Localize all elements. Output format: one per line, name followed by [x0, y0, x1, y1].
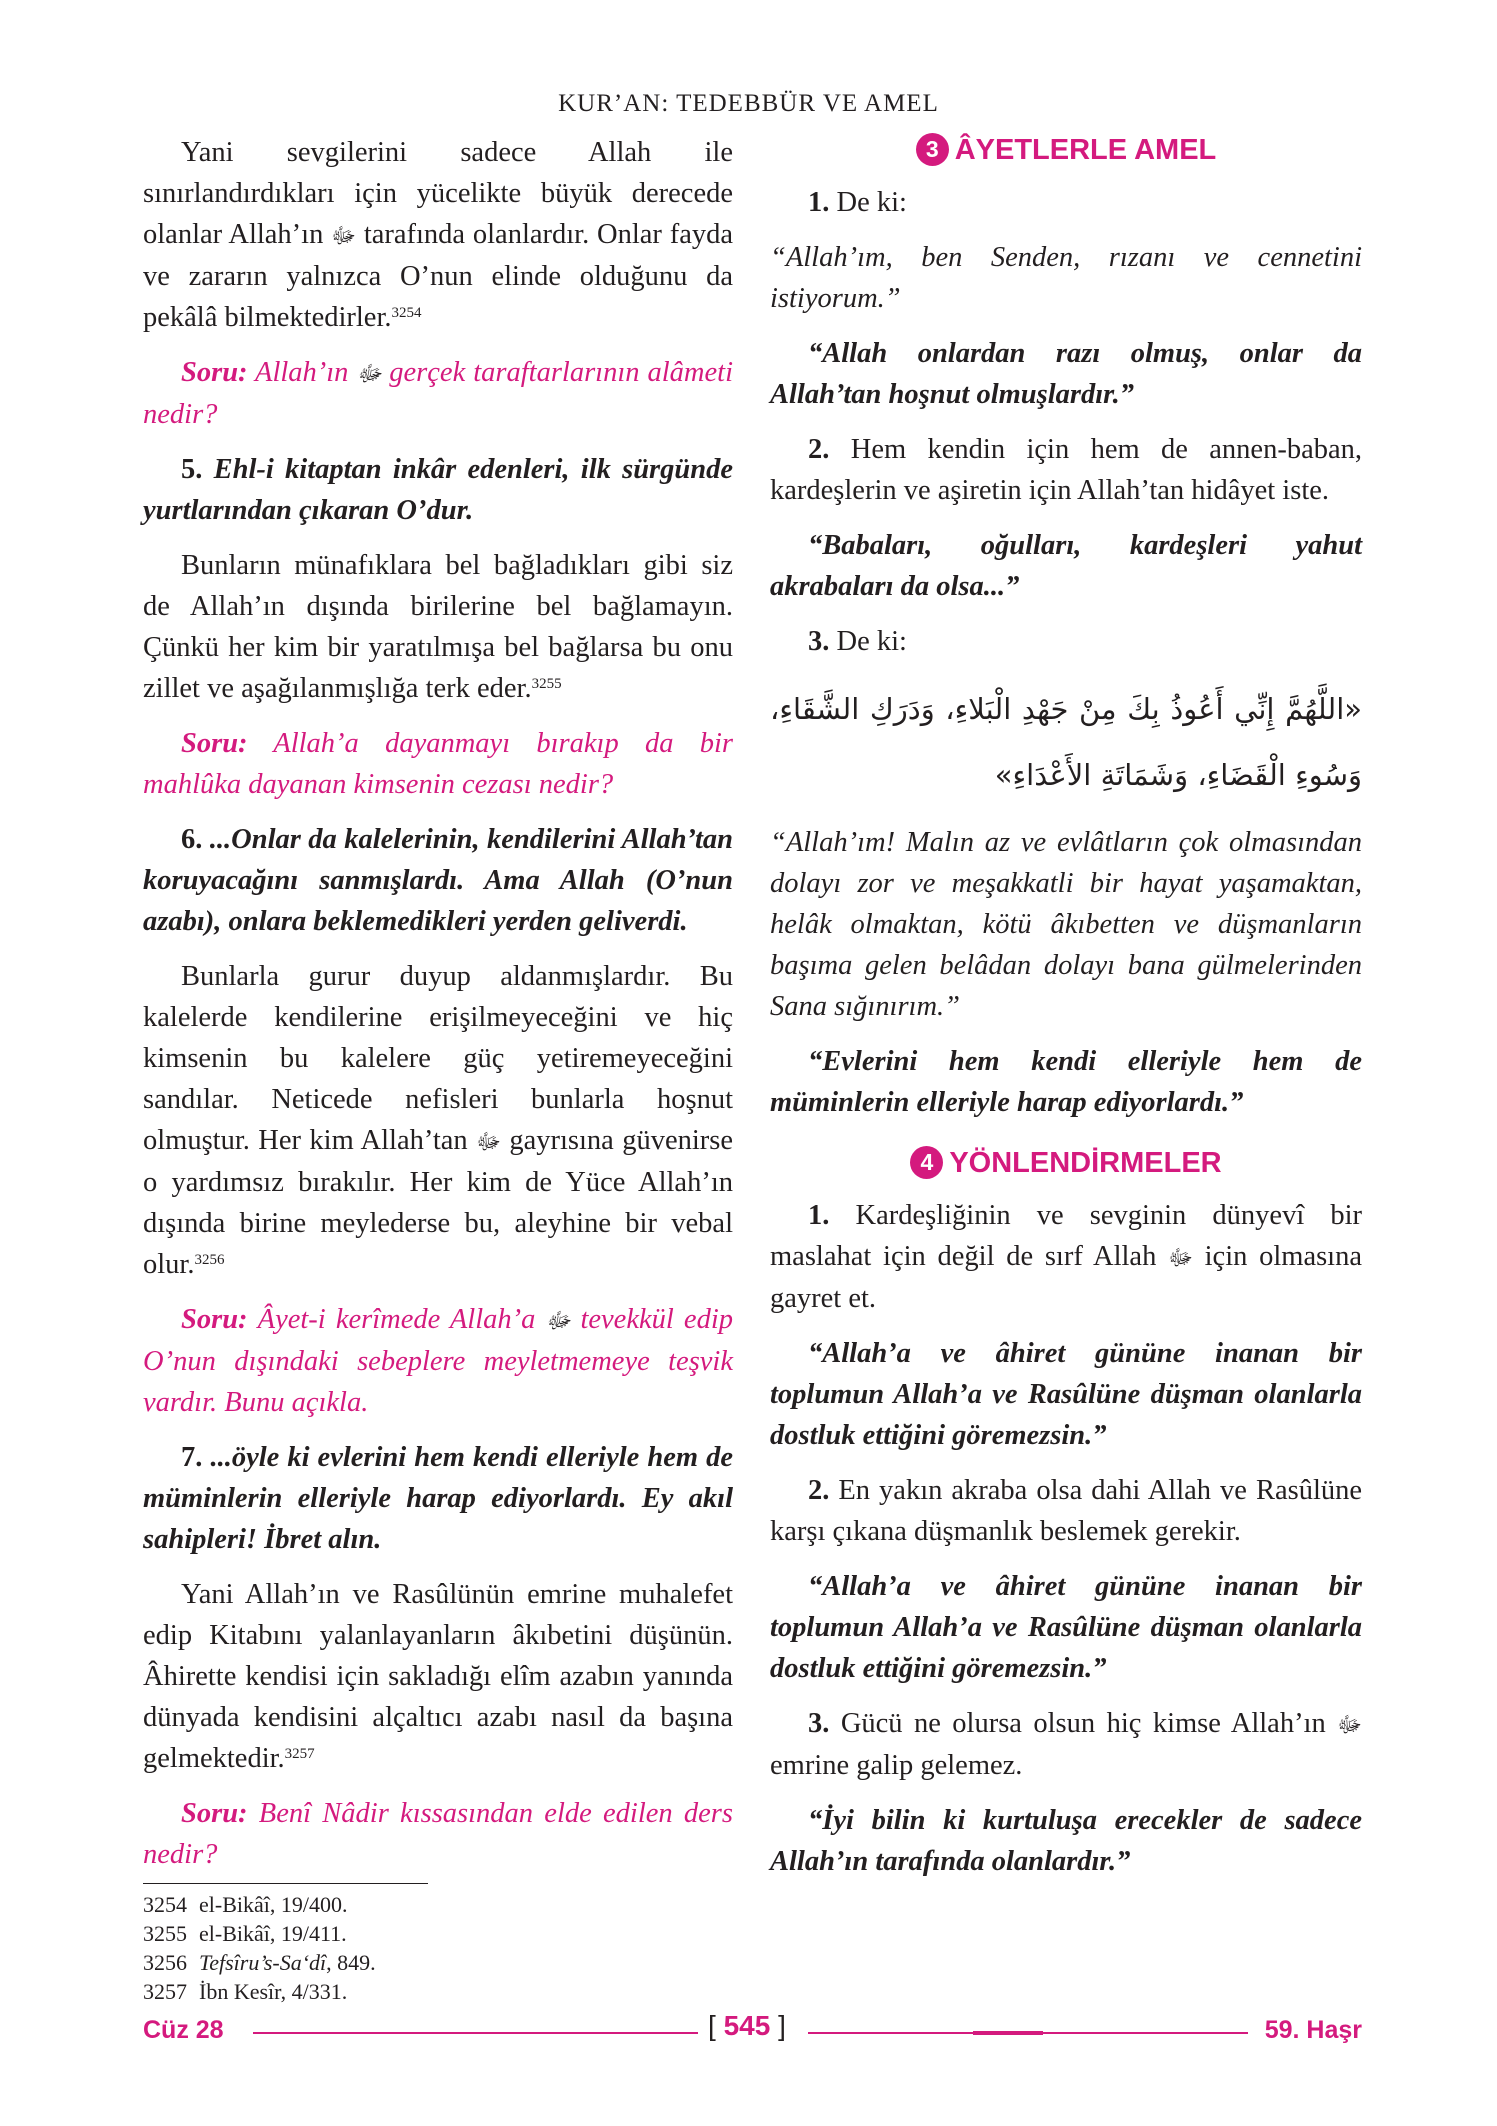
ayet-quote: “İyi bilin ki kurtuluşa erecekler de sadece Allah’ın tarafında olanlardır.”: [770, 1805, 1362, 1877]
section-number-badge: 4: [910, 1146, 943, 1179]
left-column: [143, 132, 733, 1889]
honorific-glyph: ﷻ: [356, 361, 382, 386]
footnote: 3256 Tefsîru’s-Sa‘dî, 849.: [143, 1950, 376, 1975]
right-column: [770, 132, 1362, 1896]
item: 2. En yakın akraba olsa dahi Allah ve Rasûlüne karşı çıkana düşmanlık beslemek gerekir.: [770, 1475, 1363, 1547]
juz-label: Cüz 28: [143, 2016, 224, 2044]
surah-label: 59. Haşr: [1264, 2016, 1362, 2044]
paragraph: Yani sevgilerini sadece Allah ile sınırlandırdıkları için yücelikte büyük derecede olanlar Allah’ın ﷻ tarafında olanlardır. Onlar fayda ve zararın yalnızca O’nun elinde olduğunu da pekâlâ bilmektedirler.$^{3254}$: [143, 137, 734, 333]
dua-translation: “Allah’ım! Malın az ve evlâtların çok olmasından dolayı zor ve meşakkatli bir hayat yaşamaktan, helâk olmaktan, kötü âkıbetten ve düşmanların başıma gelen belâdan dolayı bana gülmelerinden Sana sığınırım.”: [770, 827, 1362, 1022]
footnote-divider: [143, 1883, 428, 1884]
section-number-badge: 3: [916, 133, 949, 166]
question: Soru: Benî Nâdir kıssasından elde edilen ders nedir?: [143, 1798, 733, 1870]
footer-rule: [253, 2032, 698, 2034]
honorific-glyph: ﷻ: [1337, 1712, 1363, 1737]
question: Soru: Âyet-i kerîmede Allah’a ﷻ tevekkül edip O’nun dışındaki sebeplere meyletmemeye teşvik vardır. Bunu açıkla.: [143, 1304, 733, 1418]
footer-rule: [808, 2032, 1248, 2034]
verse: 5. Ehl-i kitaptan inkâr edenleri, ilk sürgünde yurtlarından çıkaran O’dur.: [143, 454, 733, 526]
item: 3. De ki:: [808, 626, 907, 657]
question: Soru: Allah’ın ﷻ gerçek taraftarlarının alâmeti nedir?: [143, 357, 733, 430]
footnote: 3255 el-Bikâî, 19/411.: [143, 1921, 347, 1946]
paragraph: Bunların münafıklara bel bağladıkları gibi siz de Allah’ın dışında birilerine bel bağlamayın. Çünkü her kim bir yaratılmışa bel bağlarsa bu onu zillet ve aşağılanmışlığa terk eder.$^{3255}$: [143, 550, 733, 704]
footnote-ref: 3257: [284, 1746, 315, 1762]
honorific-glyph: ﷻ: [331, 223, 356, 248]
item: 3. Gücü ne olursa olsun hiç kimse Allah’ın ﷻ emrine galip gelemez.: [770, 1708, 1363, 1781]
item: 1. Kardeşliğinin ve sevginin dünyevî bir maslahat için değil de sırf Allah ﷻ için olmasına gayret et.: [770, 1200, 1363, 1314]
honorific-glyph: ﷻ: [1168, 1245, 1193, 1270]
honorific-glyph: ﷻ: [545, 1308, 571, 1333]
page-number: [ 545 ]: [708, 2010, 786, 2041]
item: 2. Hem kendin için hem de annen-baban, kardeşlerin ve aşiretin için Allah’tan hidâyet iste.: [770, 434, 1362, 506]
running-head: KUR’AN: TEDEBBÜR VE AMEL: [558, 90, 939, 117]
footnote-ref: 3254: [391, 305, 422, 321]
ayet-quote: “Allah onlardan razı olmuş, onlar da Allah’tan hoşnut olmuşlardır.”: [770, 338, 1362, 410]
paragraph: Bunlarla gurur duyup aldanmışlardır. Bu kalelerde kendilerine erişilmeyeceğini ve hiç kimsenin bu kalelere güç yetiremeyeceğini sandılar. Neticede nefisleri bunlarla hoşnut olmuştur. Her kim Allah’tan ﷻ gayrısına güvenirse o yardımsız bırakılır. Her kim de Yüce Allah’ın dışında birine meylederse bu, aleyhine bir vebal olur.$^{3256}$: [143, 961, 734, 1280]
ayet-quote: “Allah’a ve âhiret gününe inanan bir toplumun Allah’a ve Rasûlüne düşman olanlarla dostluk ettiğini göremezsin.”: [770, 1571, 1362, 1684]
footnote: 3257 İbn Kesîr, 4/331.: [143, 1979, 348, 2004]
footnote-ref: 3256: [194, 1252, 225, 1268]
footnote-ref: 3255: [531, 676, 562, 692]
paragraph: Yani Allah’ın ve Rasûlünün emrine muhalefet edip Kitabını yalanlayanların âkıbetini düşünün. Âhirette kendisi için sakladığı elîm azabın yanında dünyada kendisini alçaltıcı azabı nasıl da başına gelmektedir.$^{3257}$: [143, 1579, 733, 1774]
section-heading: 4 YÖNLENDİRMELER: [770, 1145, 1362, 1181]
verse: 7. ...öyle ki evlerini hem kendi elleriyle hem de müminlerin elleriyle harap ediyorlardı. Ey akıl sahipleri! İbret alın.: [143, 1442, 733, 1555]
dua-quote: “Allah’ım, ben Senden, rızanı ve cennetini istiyorum.”: [770, 242, 1362, 314]
footnote: 3254 el-Bikâî, 19/400.: [143, 1892, 348, 1917]
ayet-quote: “Babaları, oğulları, kardeşleri yahut akrabaları da olsa...”: [770, 530, 1362, 602]
footnotes: [143, 1890, 376, 2006]
page-footer: [143, 2010, 1362, 2050]
arabic-dua: «اللَّهُمَّ إِنِّي أَعُوذُ بِكَ مِنْ جَهْدِ الْبَلاءِ، وَدَرَكِ الشَّقَاءِ، وَسُوءِ الْقَضَاءِ، وَشَمَاتَةِ الأَعْدَاءِ»: [770, 692, 1362, 792]
verse: 6. ...Onlar da kalelerinin, kendilerini Allah’tan koruyacağını sanmışlardı. Ama Allah (O’nun azabı), onlara beklemedikleri yerden geliverdi.: [143, 824, 734, 937]
honorific-glyph: ﷻ: [476, 1129, 501, 1154]
ayet-quote: “Allah’a ve âhiret gününe inanan bir toplumun Allah’a ve Rasûlüne düşman olanlarla dostluk ettiğini göremezsin.”: [770, 1338, 1362, 1451]
question: Soru: Allah’a dayanmayı bırakıp da bir mahlûka dayanan kimsenin cezası nedir?: [143, 728, 733, 800]
ayet-quote: “Evlerini hem kendi elleriyle hem de müminlerin elleriyle harap ediyorlardı.”: [770, 1046, 1362, 1118]
item: 1. De ki:: [808, 187, 907, 218]
section-heading: 3 ÂYETLERLE AMEL: [770, 132, 1362, 168]
